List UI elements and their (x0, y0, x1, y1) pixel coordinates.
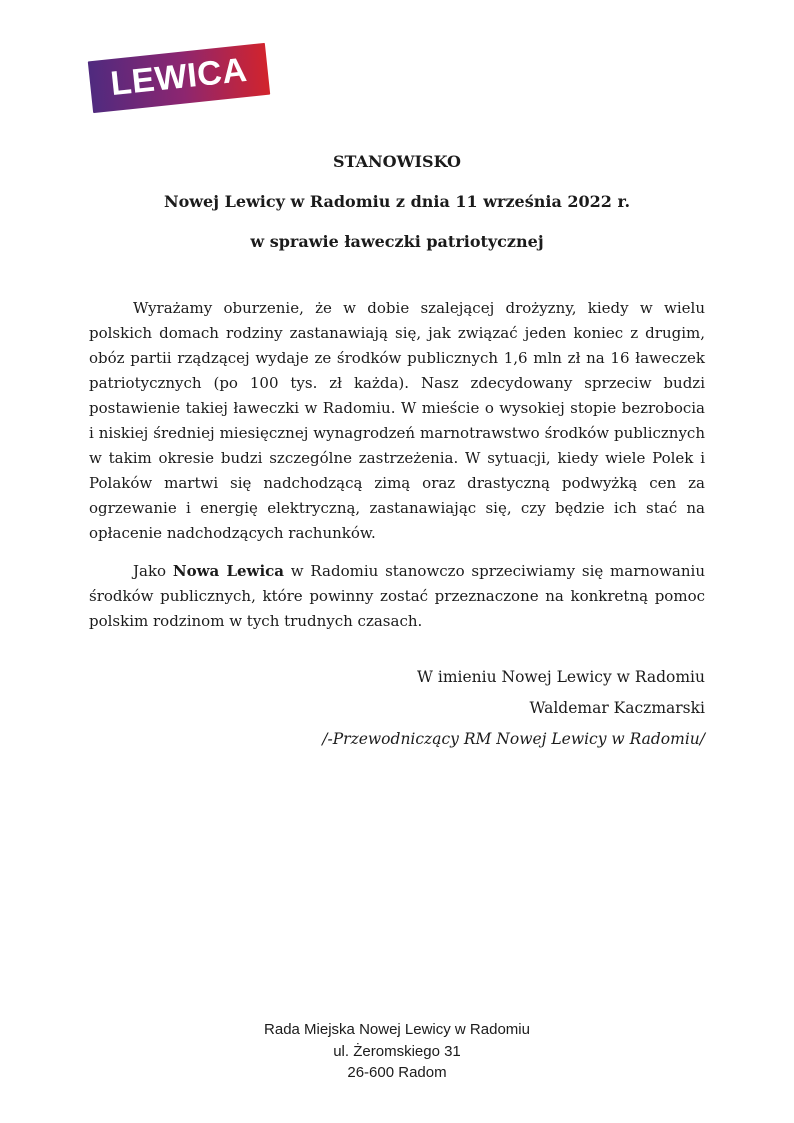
footer-street: ul. Żeromskiego 31 (333, 1042, 461, 1060)
signature-on-behalf: W imieniu Nowej Lewicy w Radomiu (417, 668, 705, 686)
footer-address-block (0, 1019, 794, 1084)
footer-city: 26-600 Radom (347, 1064, 447, 1081)
paragraph-2-bold-party-name: Nowa Lewica (172, 562, 284, 580)
paragraph-2 (89, 559, 705, 634)
body-text (89, 296, 705, 634)
title-stanowisko: STANOWISKO (333, 152, 461, 171)
lewica-logo-text: LEWICA (108, 50, 250, 104)
title-subject: w sprawie ławeczki patriotycznej (250, 232, 544, 251)
lewica-logo (88, 43, 270, 113)
signature-name: Waldemar Kaczmarski (529, 699, 705, 717)
footer-organization: Rada Miejska Nowej Lewicy w Radomiu (264, 1021, 530, 1038)
signature-role: /-Przewodniczący RM Nowej Lewicy w Radomiu/ (322, 730, 705, 748)
paragraph-2-prefix: Jako (133, 562, 173, 580)
paragraph-2-suffix: w Radomiu stanowczo sprzeciwiamy się marnowaniu środków publicznych, które powinny zostać przeznaczone na konkretną pomoc polskim rodzinom w tych trudnych czasach. (89, 562, 705, 630)
title-organization-date: Nowej Lewicy w Radomiu z dnia 11 września 2022 r. (163, 192, 631, 211)
signature-block (322, 662, 705, 755)
paragraph-1: Wyrażamy oburzenie, że w dobie szalejącej drożyzny, kiedy w wielu polskich domach rodziny zastanawiają się, jak związać jeden koniec z drugim, obóz partii rządzącej wydaje ze środków publicznych 1,6 mln zł na 16 ławeczek patriotycznych (po 100 tys. zł każda). Nasz zdecydowany sprzeciw budzi postawienie takiej ławeczki w Radomiu. W mieście o wysokiej stopie bezrobocia i niskiej średniej miesięcznej wynagrodzeń marnotrawstwo środków publicznych w takim okresie budzi szczególne zastrzeżenia. W sytuacji, kiedy wiele Polek i Polaków martwi się nadchodzącą zimą oraz drastyczną podwyżką cen za ogrzewanie i energię elektryczną, zastanawiając się, czy będzie ich stać na opłacenie nadchodzących rachunków. (89, 299, 705, 542)
